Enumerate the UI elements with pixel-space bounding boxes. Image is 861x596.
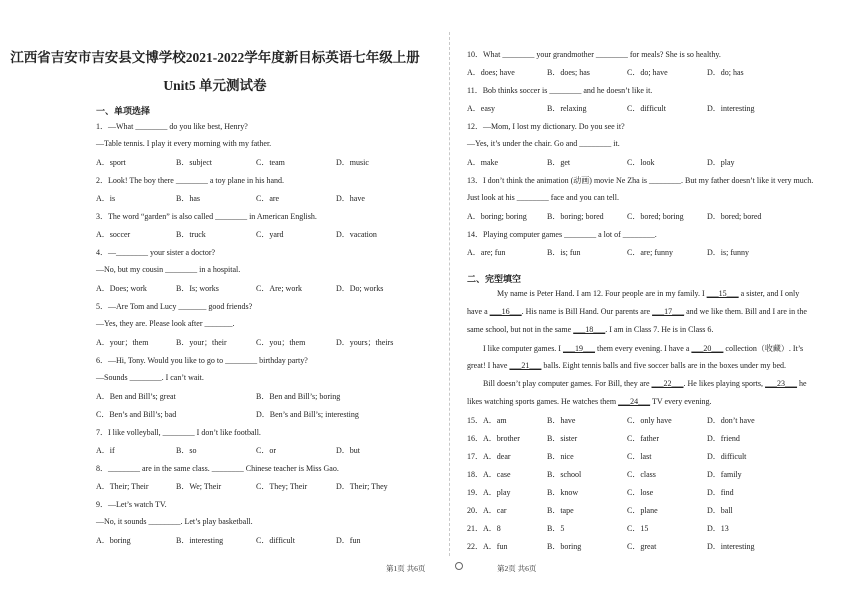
cloze-blank: ___20___ (691, 344, 724, 353)
option: C．are; funny (627, 248, 673, 257)
option: B．interesting (176, 536, 224, 545)
option: A．make (467, 158, 499, 167)
question-line: 14．Playing computer games ________ a lot of ________. (467, 230, 657, 239)
question-line: —No, it sounds ________. Let’s play basketball. (96, 517, 253, 526)
page-footer: 第2页 共6页 (497, 564, 537, 573)
cloze-blank: ___16___ (489, 307, 522, 316)
question-line: 6．—Hi, Tony. Would you like to go to ________ birthday party? (96, 356, 308, 365)
passage-text: TV every evening. (651, 397, 712, 406)
passage-text: My name is Peter Hand. I am 12. Four people are in my family. I (497, 289, 705, 298)
cloze-option: B．boring (547, 542, 582, 551)
option: B．get (547, 158, 571, 167)
cloze-option: D．difficult (707, 452, 747, 461)
option: C．look (627, 158, 655, 167)
passage-text: them every evening. I have a (596, 344, 690, 353)
passage-line (483, 379, 807, 388)
option: C．or (256, 446, 276, 455)
cloze-blank: ___21___ (509, 361, 542, 370)
option: B．is; fun (547, 248, 581, 257)
option: B．We; Their (176, 482, 222, 491)
question-line: —No, but my cousin ________ in a hospital. (96, 265, 241, 274)
right-page (430, 0, 861, 596)
option: C．bored; boring (627, 212, 684, 221)
question-line: 10．What ________ your grandmother ________ for meals? She is so healthy. (467, 50, 721, 59)
cloze-option: 20．A．car (467, 506, 507, 515)
option: C．They; Their (256, 482, 308, 491)
passage-text: have a (467, 307, 488, 316)
cloze-blank: ___22___ (651, 379, 684, 388)
cloze-blank: ___19___ (562, 344, 595, 353)
cloze-option: D．13 (707, 524, 729, 533)
cloze-option: C．plane (627, 506, 658, 515)
cloze-option: 17．A．dear (467, 452, 511, 461)
cloze-option: D．friend (707, 434, 740, 443)
option: B．subject (176, 158, 212, 167)
cloze-option: C．class (627, 470, 656, 479)
question-line: 4．—________ your sister a doctor? (96, 248, 216, 257)
option: B．truck (176, 230, 206, 239)
section-heading-cloze: 二、完型填空 (467, 274, 522, 284)
cloze-option: B．school (547, 470, 582, 479)
option: A．Ben and Bill’s; great (96, 392, 176, 401)
question-line: —Yes, it’s under the chair. Go and ________ it. (467, 139, 620, 148)
cloze-option: C．15 (627, 524, 649, 533)
option: D．music (336, 158, 369, 167)
option: A．your；them (96, 338, 149, 347)
option: D．Do; works (336, 284, 384, 293)
cloze-option: 16．A．brother (467, 434, 520, 443)
cloze-option: 19．A．play (467, 488, 511, 497)
option: B．so (176, 446, 197, 455)
option: A．boring; boring (467, 212, 527, 221)
option: D．play (707, 158, 735, 167)
passage-text: . I am in Class 7. He is in Class 6. (605, 325, 714, 334)
passage-text: . He likes playing sports, (683, 379, 764, 388)
option: C．are (256, 194, 280, 203)
cloze-option: D．don’t have (707, 416, 755, 425)
question-line: 5．—Are Tom and Lucy _______ good friends? (96, 302, 253, 311)
cloze-option: C．last (627, 452, 652, 461)
question-line: Just look at his ________ face and you can tell. (467, 193, 619, 202)
option: C．difficult (627, 104, 666, 113)
cloze-blank: ___15___ (706, 289, 739, 298)
cloze-option: D．family (707, 470, 742, 479)
question-line: 7．I like volleyball, ________ I don’t like football. (96, 428, 261, 437)
passage-text: he (799, 379, 807, 388)
cloze-option: 15．A．am (467, 416, 507, 425)
option: D．but (336, 446, 360, 455)
option: B．relaxing (547, 104, 587, 113)
passage-line (467, 397, 712, 406)
option: A．if (96, 446, 115, 455)
passage-line (467, 361, 786, 370)
option: D．bored; bored (707, 212, 762, 221)
option: D．yours；theirs (336, 338, 394, 347)
section-heading-single-choice: 一、单项选择 (96, 106, 151, 116)
passage-text: great! I have (467, 361, 508, 370)
passage-line (497, 289, 799, 298)
question-line: —Table tennis. I play it every morning with my father. (96, 139, 272, 148)
cloze-option: B．tape (547, 506, 574, 515)
cloze-blank: ___23___ (765, 379, 798, 388)
option: A．Does; work (96, 284, 147, 293)
passage-line (483, 343, 803, 354)
option: A．easy (467, 104, 495, 113)
option: D．interesting (707, 104, 755, 113)
question-line: 1．—What ________ do you like best, Henry? (96, 122, 248, 131)
option: A．is (96, 194, 116, 203)
cloze-option: D．find (707, 488, 734, 497)
option: D．do; has (707, 68, 744, 77)
option: C．Are; work (256, 284, 302, 293)
passage-text: balls. Eight tennis balls and five soccer balls are in the boxes under my bed. (543, 361, 787, 370)
passage-text: I like computer games. I (483, 344, 561, 353)
passage-text: likes watching sports games. He watches them (467, 397, 617, 406)
option: D．Their; They (336, 482, 388, 491)
passage-text: a sister, and I only (740, 289, 800, 298)
exam-title: 江西省吉安市吉安县文博学校2021-2022学年度新目标英语七年级上册 (10, 50, 420, 65)
page-footer: 第1页 共6页 (386, 564, 426, 573)
option: A．boring (96, 536, 131, 545)
question-line: 8．________ are in the same class. ________ Chinese teacher is Miss Gao. (96, 464, 339, 473)
option: D．vacation (336, 230, 377, 239)
option: D．is; funny (707, 248, 749, 257)
cloze-option: C．great (627, 542, 657, 551)
question-line: —Sounds ________. I can’t wait. (96, 373, 204, 382)
passage-text: collection（收藏）. It’s (725, 344, 804, 353)
exam-subtitle: Unit5 单元测试卷 (163, 78, 267, 93)
option: B．does; has (547, 68, 590, 77)
question-line: 13．I don’t think the animation (动画) movie Ne Zha is ________. But my father doesn’t like it very much. (467, 176, 814, 185)
cloze-option: B．know (547, 488, 579, 497)
option: B．boring; bored (547, 212, 604, 221)
cloze-option: 18．A．case (467, 470, 511, 479)
cloze-option: D．interesting (707, 542, 755, 551)
question-line: 12．—Mom, I lost my dictionary. Do you see it? (467, 122, 625, 131)
option: B．Is; works (176, 284, 219, 293)
cloze-option: 22．A．fun (467, 542, 508, 551)
option: C．yard (256, 230, 284, 239)
question-line: 3．The word “garden” is also called ________ in American English. (96, 212, 317, 221)
cloze-option: B．have (547, 416, 576, 425)
cloze-option: C．lose (627, 488, 654, 497)
cloze-blank: ___18___ (573, 325, 606, 334)
option: A．Their; Their (96, 482, 149, 491)
cloze-option: B．sister (547, 434, 578, 443)
passage-text: and we like them. Bill and I are in the (686, 307, 807, 316)
option: C．team (256, 158, 285, 167)
cloze-option: C．only have (627, 416, 672, 425)
option: C．you；them (256, 338, 306, 347)
option: A．soccer (96, 230, 131, 239)
option: D．Ben’s and Bill’s; interesting (256, 410, 359, 419)
cloze-option: B．nice (547, 452, 574, 461)
passage-text: . His name is Bill Hand. Our parents are (521, 307, 651, 316)
cloze-option: 21．A．8 (467, 524, 501, 533)
question-line: —Yes, they are. Please look after _______. (96, 319, 235, 328)
left-page (0, 0, 430, 596)
option: B．Ben and Bill’s; boring (256, 392, 341, 401)
question-line: 9．—Let’s watch TV. (96, 500, 167, 509)
option: C．do; have (627, 68, 668, 77)
passage-line (467, 307, 807, 316)
option: C．Ben’s and Bill’s; bad (96, 410, 177, 419)
option: C．difficult (256, 536, 295, 545)
passage-text: same school, but not in the same (467, 325, 572, 334)
option: A．are; fun (467, 248, 506, 257)
question-line: 11．Bob thinks soccer is ________ and he doesn’t like it. (467, 86, 653, 95)
option: A．sport (96, 158, 126, 167)
cloze-blank: ___17___ (652, 307, 685, 316)
option: D．have (336, 194, 365, 203)
cloze-option: C．father (627, 434, 659, 443)
cloze-option: D．ball (707, 506, 733, 515)
cloze-blank: ___24___ (618, 397, 651, 406)
option: B．has (176, 194, 200, 203)
passage-line (467, 325, 713, 334)
option: D．fun (336, 536, 361, 545)
passage-text: Bill doesn’t play computer games. For Bill, they are (483, 379, 650, 388)
question-line: 2．Look! The boy there ________ a toy plane in his hand. (96, 176, 285, 185)
option: B．your；their (176, 338, 227, 347)
option: A．does; have (467, 68, 515, 77)
cloze-option: B．5 (547, 524, 565, 533)
